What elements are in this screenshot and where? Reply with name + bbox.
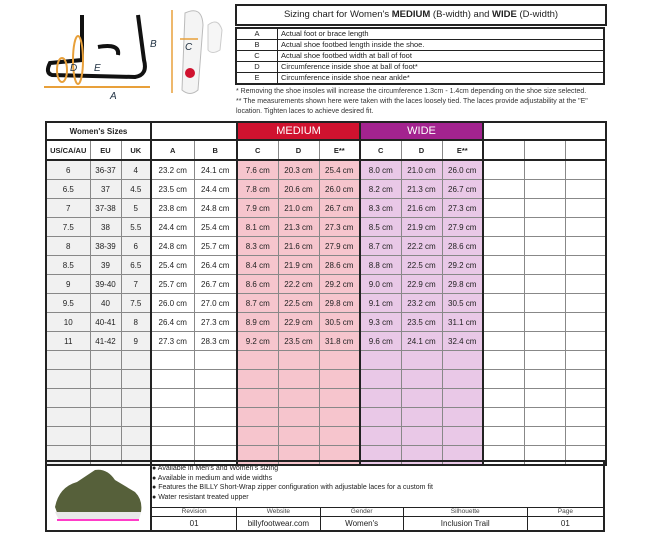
table-cell: 21.0 cm (401, 160, 442, 180)
table-cell: 40 (90, 294, 121, 313)
column-header: E** (319, 140, 360, 160)
footer-field: Revision 01 (152, 508, 237, 531)
table-cell: 38 (90, 218, 121, 237)
table-cell: 39-40 (90, 275, 121, 294)
legend-desc: Circumference inside shoe near ankle* (278, 73, 605, 85)
table-cell: 40-41 (90, 313, 121, 332)
column-header: C (360, 140, 401, 160)
legend-row (236, 62, 604, 73)
table-cell: 7.8 cm (237, 180, 278, 199)
table-cell: 5.5 (121, 218, 151, 237)
table-cell: 30.5 cm (319, 313, 360, 332)
table-cell: 28.6 cm (319, 256, 360, 275)
table-row (46, 313, 606, 332)
table-cell: 25.4 cm (151, 256, 194, 275)
table-row (46, 218, 606, 237)
table-cell: 9.1 cm (360, 294, 401, 313)
legend-key: A (236, 28, 278, 40)
label-b: B (150, 39, 157, 50)
feature-item: ● Available in Men's and Women's sizing (152, 465, 279, 472)
table-cell: 27.3 cm (319, 218, 360, 237)
table-cell: 9.5 (46, 294, 90, 313)
table-cell: 31.8 cm (319, 332, 360, 351)
chart-title: Sizing chart for Women's MEDIUM (B-width) and WIDE (D-width) (235, 4, 607, 26)
table-cell: 21.3 cm (278, 218, 319, 237)
column-header: B (194, 140, 237, 160)
table-cell: 29.8 cm (442, 275, 483, 294)
table-row (46, 180, 606, 199)
table-cell: 24.8 cm (194, 199, 237, 218)
table-cell: 26.7 cm (319, 199, 360, 218)
table-cell: 26.7 cm (194, 275, 237, 294)
table-row (46, 275, 606, 294)
table-cell: 27.0 cm (194, 294, 237, 313)
table-cell: 25.4 cm (194, 218, 237, 237)
header-womens-sizes: Women's Sizes (46, 122, 151, 140)
table-cell: 8 (46, 237, 90, 256)
label-d: D (70, 63, 78, 74)
table-cell: 26.0 cm (151, 294, 194, 313)
table-cell: 6.5 (121, 256, 151, 275)
column-header: UK (121, 140, 151, 160)
empty-row (46, 370, 606, 389)
table-cell: 26.0 cm (319, 180, 360, 199)
table-cell: 6.5 (46, 180, 90, 199)
table-cell: 25.4 cm (319, 160, 360, 180)
table-cell: 8.4 cm (237, 256, 278, 275)
table-cell: 23.5 cm (401, 313, 442, 332)
table-cell: 8.5 cm (360, 218, 401, 237)
legend-row (236, 28, 604, 40)
table-cell: 9.0 cm (360, 275, 401, 294)
footer-field: Gender Women's (321, 508, 404, 531)
table-cell: 8.3 cm (360, 199, 401, 218)
table-cell: 8.6 cm (237, 275, 278, 294)
table-row (46, 332, 606, 351)
table-cell: 7.6 cm (237, 160, 278, 180)
table-cell: 21.3 cm (401, 180, 442, 199)
table-cell: 22.9 cm (401, 275, 442, 294)
table-cell: 29.2 cm (319, 275, 360, 294)
table-cell: 28.6 cm (442, 237, 483, 256)
table-cell: 25.7 cm (151, 275, 194, 294)
table-cell: 21.9 cm (401, 218, 442, 237)
feature-list (152, 462, 602, 502)
table-cell: 31.1 cm (442, 313, 483, 332)
table-cell: 8 (121, 313, 151, 332)
table-cell: 28.3 cm (194, 332, 237, 351)
table-cell: 22.2 cm (401, 237, 442, 256)
table-cell: 23.5 cm (278, 332, 319, 351)
table-cell: 22.5 cm (401, 256, 442, 275)
table-cell: 20.3 cm (278, 160, 319, 180)
legend-key: E (236, 73, 278, 85)
table-cell: 11 (46, 332, 90, 351)
legend-row (236, 73, 604, 85)
table-cell: 37 (90, 180, 121, 199)
table-cell: 6 (46, 160, 90, 180)
legend-desc: Actual shoe footbed length inside the shoe. (278, 40, 605, 51)
legend-row (236, 51, 604, 62)
footer-info (152, 507, 603, 531)
header-medium: MEDIUM (237, 122, 360, 140)
table-cell: 7 (121, 275, 151, 294)
table-cell: 6 (121, 237, 151, 256)
column-header-row (46, 140, 606, 160)
table-cell: 27.3 cm (442, 199, 483, 218)
table-cell: 7.9 cm (237, 199, 278, 218)
table-cell: 8.9 cm (237, 313, 278, 332)
feature-item: ● Water resistant treated upper (152, 493, 249, 501)
legend-key: C (236, 51, 278, 62)
table-cell: 22.2 cm (278, 275, 319, 294)
table-cell: 7.5 (121, 294, 151, 313)
table-row (46, 160, 606, 180)
table-cell: 23.5 cm (151, 180, 194, 199)
legend-desc: Circumference inside shoe at ball of foot* (278, 62, 605, 73)
header-wide: WIDE (360, 122, 483, 140)
footer-field: Page 01 (528, 508, 603, 531)
table-cell: 29.8 cm (319, 294, 360, 313)
table-cell: 38-39 (90, 237, 121, 256)
column-header: A (151, 140, 194, 160)
table-cell: 26.7 cm (442, 180, 483, 199)
table-cell: 25.7 cm (194, 237, 237, 256)
table-cell: 7 (46, 199, 90, 218)
label-c: C (185, 42, 193, 53)
table-cell: 27.3 cm (194, 313, 237, 332)
label-a: A (110, 91, 117, 100)
empty-row (46, 351, 606, 370)
table-row (46, 256, 606, 275)
table-cell: 4.5 (121, 180, 151, 199)
legend-row (236, 40, 604, 51)
shoe-image (47, 462, 152, 530)
table-cell: 27.9 cm (442, 218, 483, 237)
footnotes: * Removing the shoe insoles will increase the circumference 1.3cm - 1.4cm depending on the shoe size selected. ** The measurements shown here were taken with the laces loosely tied. The laces provide adjustability at the "E" location. Tighten laces to achieve desired fit. (236, 88, 588, 115)
table-cell: 22.5 cm (278, 294, 319, 313)
empty-row (46, 408, 606, 427)
measurement-legend (235, 27, 605, 85)
table-cell: 29.2 cm (442, 256, 483, 275)
table-row (46, 237, 606, 256)
column-header: US/CA/AU (46, 140, 90, 160)
empty-row (46, 427, 606, 446)
table-cell: 39 (90, 256, 121, 275)
table-cell: 23.2 cm (401, 294, 442, 313)
table-cell: 4 (121, 160, 151, 180)
table-cell: 26.4 cm (151, 313, 194, 332)
table-row (46, 199, 606, 218)
table-cell: 21.0 cm (278, 199, 319, 218)
table-cell: 24.8 cm (151, 237, 194, 256)
footer-field: Website billyfootwear.com (237, 508, 320, 531)
table-cell: 8.7 cm (237, 294, 278, 313)
table-cell: 9.6 cm (360, 332, 401, 351)
table-cell: 21.9 cm (278, 256, 319, 275)
table-cell: 8.1 cm (237, 218, 278, 237)
table-cell: 9.3 cm (360, 313, 401, 332)
label-e: E (94, 63, 101, 74)
table-cell: 37-38 (90, 199, 121, 218)
column-header: D (401, 140, 442, 160)
column-header: E** (442, 140, 483, 160)
table-cell: 24.4 cm (194, 180, 237, 199)
table-cell: 23.2 cm (151, 160, 194, 180)
table-cell: 21.6 cm (278, 237, 319, 256)
feature-item: ● Features the BILLY Short-Wrap zipper configuration with adjustable laces for a custom fit (152, 484, 433, 491)
table-cell: 8.5 (46, 256, 90, 275)
footer-field: Silhouette Inclusion Trail (404, 508, 528, 531)
feature-item: ● Available in medium and wide widths (152, 474, 273, 482)
table-cell: 26.4 cm (194, 256, 237, 275)
legend-key: D (236, 62, 278, 73)
table-cell: 8.0 cm (360, 160, 401, 180)
table-cell: 8.2 cm (360, 180, 401, 199)
table-cell: 26.0 cm (442, 160, 483, 180)
table-cell: 27.3 cm (151, 332, 194, 351)
table-cell: 8.3 cm (237, 237, 278, 256)
table-cell: 23.8 cm (151, 199, 194, 218)
table-cell: 32.4 cm (442, 332, 483, 351)
table-cell: 24.4 cm (151, 218, 194, 237)
table-cell: 9 (121, 332, 151, 351)
table-row (46, 294, 606, 313)
table-cell: 20.6 cm (278, 180, 319, 199)
table-cell: 7.5 (46, 218, 90, 237)
table-cell: 21.6 cm (401, 199, 442, 218)
column-header: C (237, 140, 278, 160)
foot-measurement-diagram (40, 5, 225, 100)
size-table (45, 121, 607, 466)
table-cell: 8.7 cm (360, 237, 401, 256)
legend-desc: Actual foot or brace length (278, 28, 605, 40)
table-cell: 22.9 cm (278, 313, 319, 332)
empty-row (46, 389, 606, 408)
table-cell: 9 (46, 275, 90, 294)
table-cell: 30.5 cm (442, 294, 483, 313)
column-header: EU (90, 140, 121, 160)
legend-key: B (236, 40, 278, 51)
legend-desc: Actual shoe footbed width at ball of foot (278, 51, 605, 62)
table-cell: 36-37 (90, 160, 121, 180)
product-info-panel (45, 460, 605, 532)
column-header: D (278, 140, 319, 160)
table-cell: 9.2 cm (237, 332, 278, 351)
table-cell: 24.1 cm (401, 332, 442, 351)
table-cell: 10 (46, 313, 90, 332)
table-cell: 41-42 (90, 332, 121, 351)
table-cell: 27.9 cm (319, 237, 360, 256)
table-cell: 8.8 cm (360, 256, 401, 275)
table-cell: 24.1 cm (194, 160, 237, 180)
table-cell: 5 (121, 199, 151, 218)
